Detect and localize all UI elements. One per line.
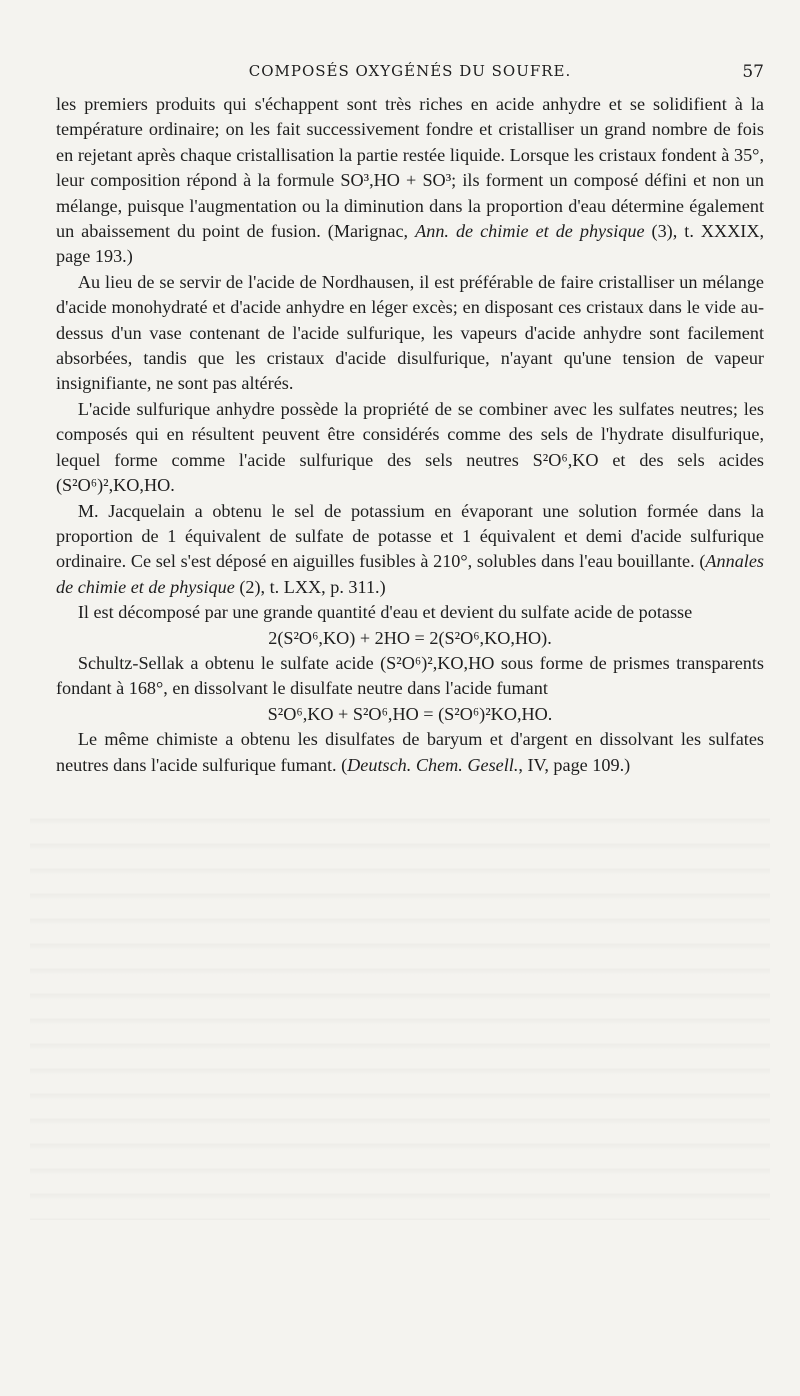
page-header	[56, 62, 764, 86]
paragraph-1	[56, 92, 764, 270]
paragraph-4-ref-rest: (2), t. LXX, p. 311.)	[239, 576, 386, 597]
paragraph-4-ref-italic: Annales de chimie et de physique	[56, 551, 764, 597]
paragraph-2: Au lieu de se servir de l'acide de Nordhausen, il est préférable de faire cristalliser un mélange d'acide monohydraté et d'acide anhydre en léger excès; en disposant ces cristaux dans le vide au-dessus d'un vase contenant de l'acide sulfurique, les vapeurs d'acide anhydre sont facilement absorbées, tandis que les cristaux d'acide disulfurique, n'ayant qu'une tension de vapeur insignifiante, ne sont pas altérés.	[56, 271, 764, 394]
page-number: 57	[742, 62, 764, 82]
paragraph-4	[56, 499, 764, 601]
paragraph-4-text: M. Jacquelain a obtenu le sel de potassium en évaporant une solution formée dans la proportion de 1 équivalent de sulfate de potasse et 1 équivalent et demi d'acide sulfurique ordinaire. Ce sel s'est déposé en aiguilles fusibles à 210°, solubles dans l'eau bouillante. (	[56, 500, 764, 572]
bleed-through-shadow	[30, 800, 770, 1220]
paragraph-7-ref-rest: , IV, page 109.)	[518, 754, 631, 775]
equation-1: 2(S²O⁶,KO) + 2HO = 2(S²O⁶,KO,HO).	[268, 627, 552, 648]
paragraph-3: L'acide sulfurique anhydre possède la propriété de se combiner avec les sulfates neutres; les composés qui en résultent peuvent être considérés comme des sels de l'hydrate disulfurique, lequel forme comme l'acide sulfurique des sels neutres S²O⁶,KO et des sels acides (S²O⁶)²,KO,HO.	[56, 398, 764, 496]
paragraph-7	[56, 727, 764, 778]
paragraph-5: Il est décomposé par une grande quantité d'eau et devient du sulfate acide de potasse	[77, 602, 693, 623]
paragraph-1-ref-rest: (3), t. XXXIX, page 193.)	[56, 221, 765, 267]
body-text	[56, 92, 764, 778]
paragraph-7-ref-italic: Deutsch. Chem. Gesell.	[347, 754, 519, 775]
equation-2: S²O⁶,KO + S²O⁶,HO = (S²O⁶)²KO,HO.	[267, 703, 553, 724]
running-head: COMPOSÉS OXYGÉNÉS DU SOUFRE.	[248, 62, 572, 80]
paragraph-7-text: Le même chimiste a obtenu les disulfates de baryum et d'argent en dissolvant les sulfates neutres dans l'acide sulfurique fumant. (	[56, 729, 764, 775]
paragraph-1-ref-italic: Ann. de chimie et de physique	[415, 221, 645, 242]
paragraph-1-text: les premiers produits qui s'échappent sont très riches en acide anhydre et se solidifient à la température ordinaire; on les fait successivement fondre et cristalliser un grand nombre de fois en rejetant après chaque cristallisation la partie restée liquide. Lorsque les cristaux fondent à 35°, leur composition répond à la formule SO³,HO + SO³; ils forment un composé défini et non un mélange, puisque l'augmentation ou la diminution dans la proportion d'eau détermine également un abaissement du point de fusion. (Marignac,	[56, 94, 764, 242]
paragraph-6: Schultz-Sellak a obtenu le sulfate acide (S²O⁶)²,KO,HO sous forme de prismes transparents fondant à 168°, en dissolvant le disulfate neutre dans l'acide fumant	[56, 652, 764, 699]
